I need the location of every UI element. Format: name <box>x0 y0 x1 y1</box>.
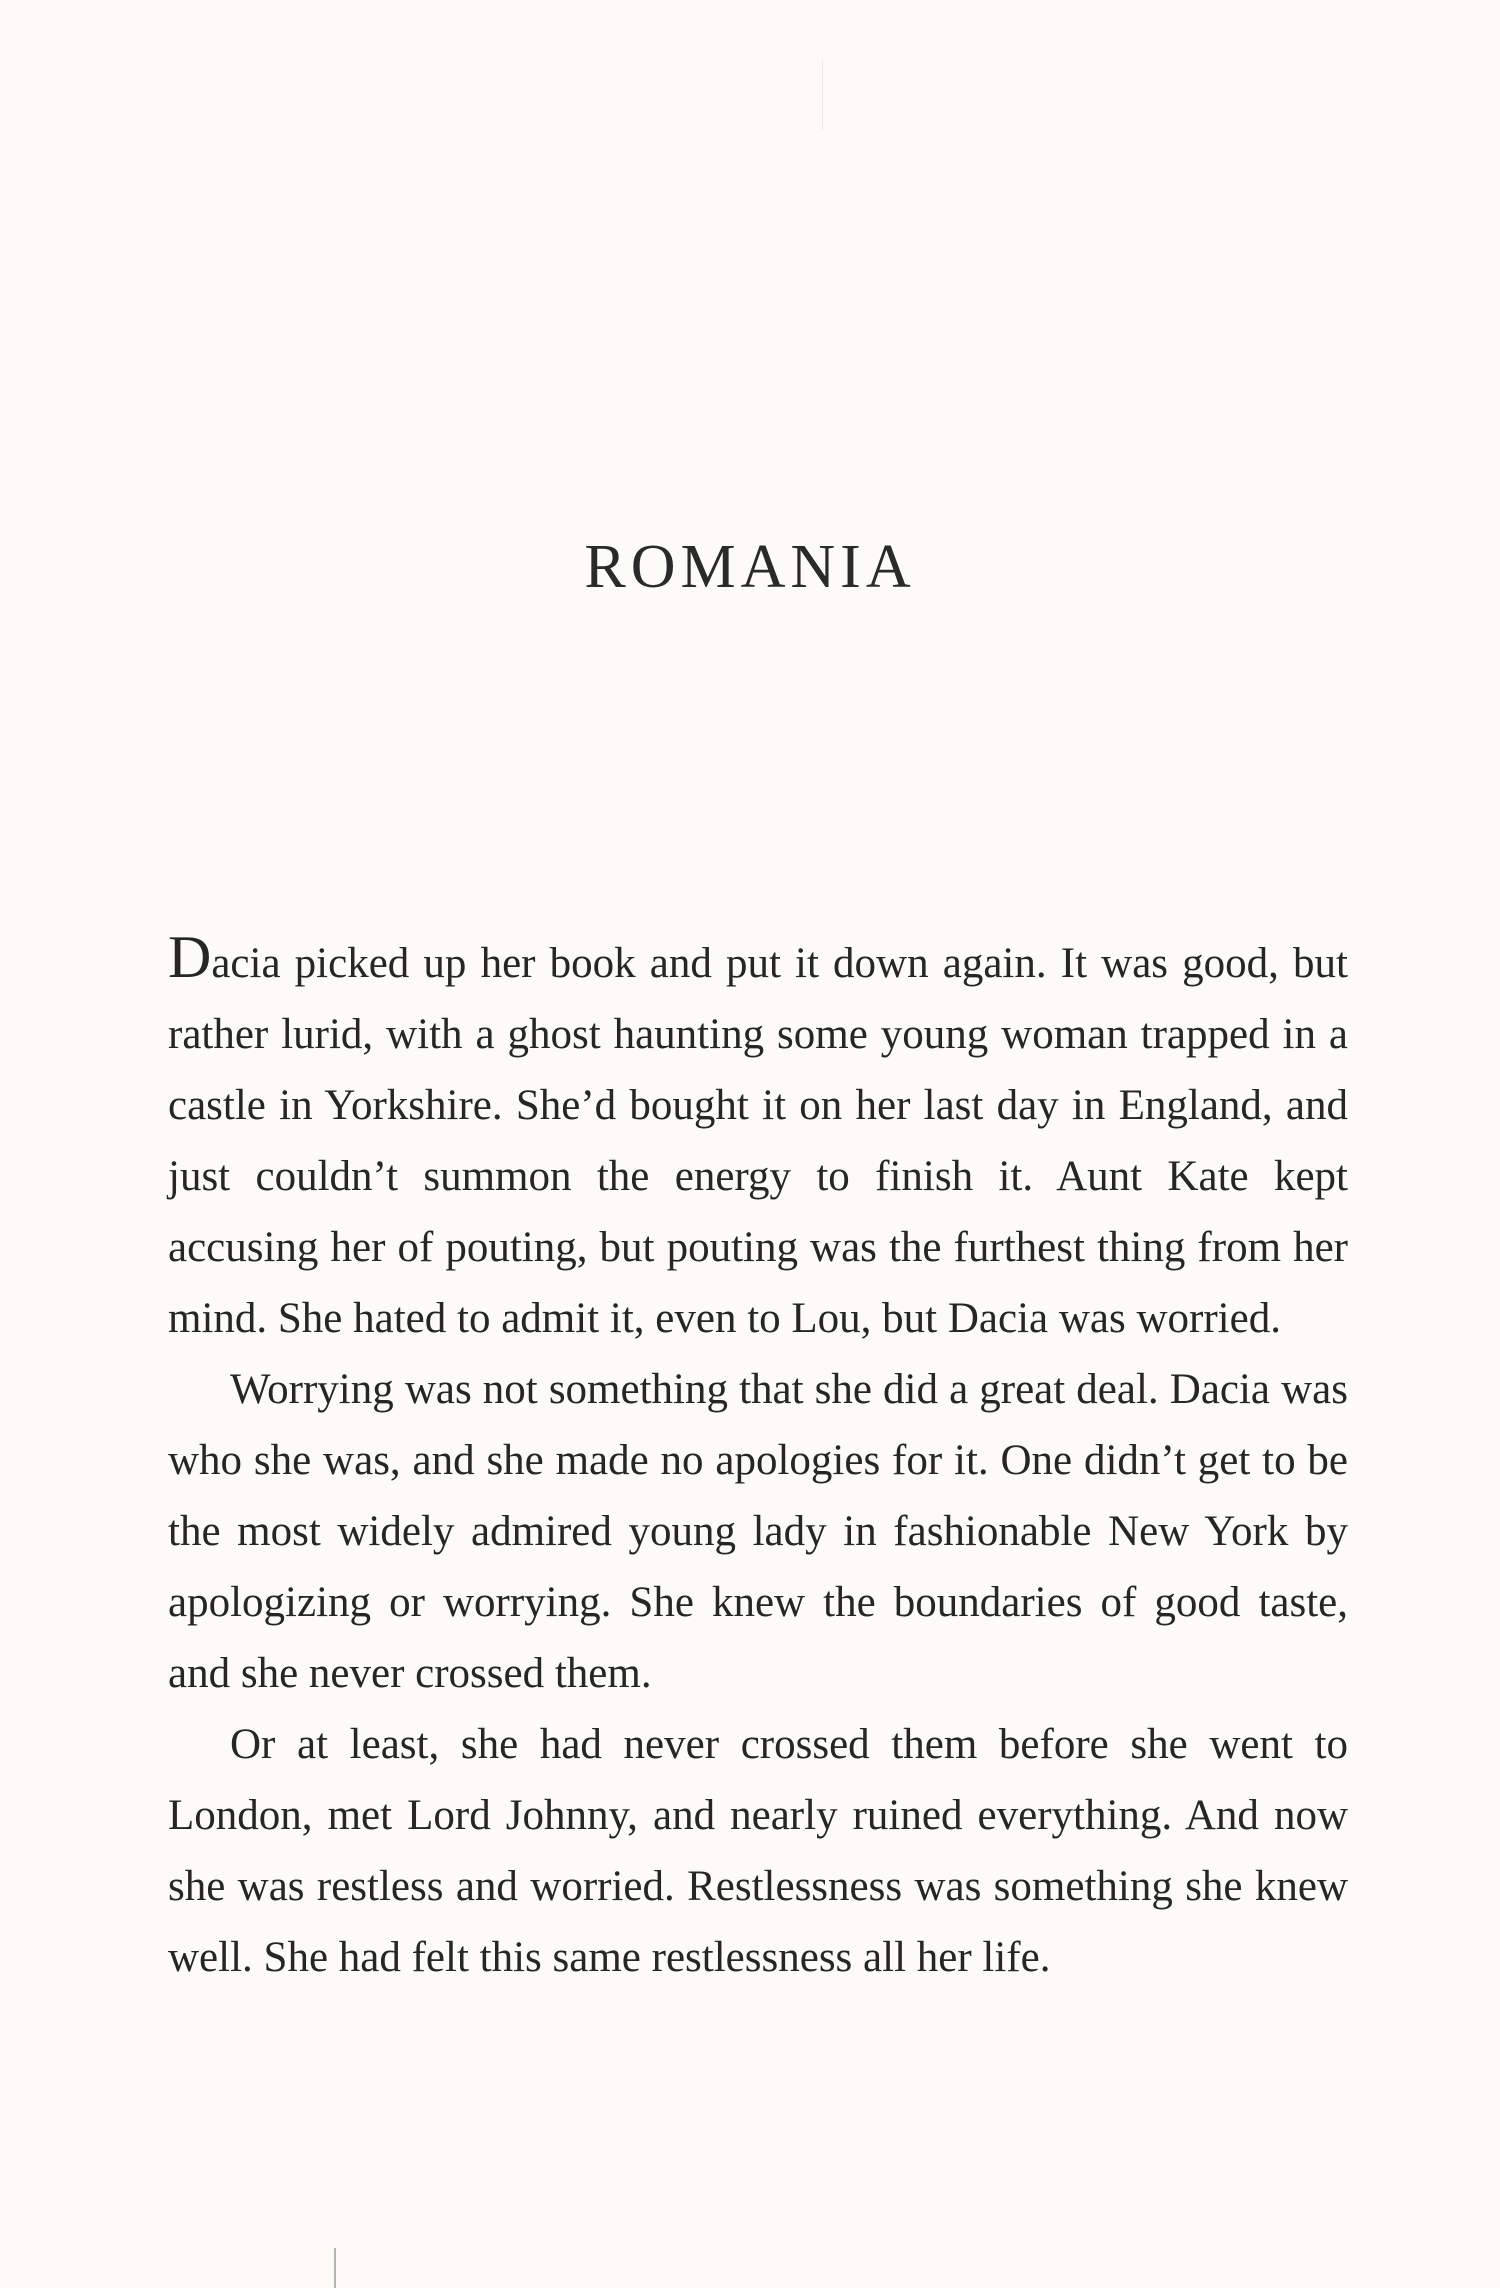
paragraph-1-text: acia picked up her book and put it down again. It was good, but rather lurid, with a ghost haunting some young woman trapped in a castle in Yorkshire. She’d bought it on her last day in England, and just couldn’t summon the energy to finish it. Aunt Kate kept accusing her of pouting, but pouting was the furthest thing from her mind. She hated to admit it, even to Lou, but Dacia was worried. <box>168 940 1348 1342</box>
drop-cap: D <box>168 924 212 990</box>
scan-mark-bottom <box>334 2248 336 2288</box>
paragraph-3: Or at least, she had never crossed them before she went to London, met Lord Johnny, and nearly ruined everything. And now she was restless and worried. Restlessness was something she knew well. She had felt this same restlessness all her life. <box>168 1721 1348 1981</box>
paragraph-1 <box>168 924 1348 1354</box>
chapter-body <box>168 924 1348 1993</box>
paragraph-2: Worrying was not something that she did a great deal. Dacia was who she was, and she made no apologies for it. One didn’t get to be the most widely admired young lady in fashionable New York by apologizing or worrying. She knew the boundaries of good taste, and she never crossed them. <box>168 1366 1348 1697</box>
chapter-title: ROMANIA <box>584 533 916 601</box>
scan-mark-top <box>822 60 823 130</box>
